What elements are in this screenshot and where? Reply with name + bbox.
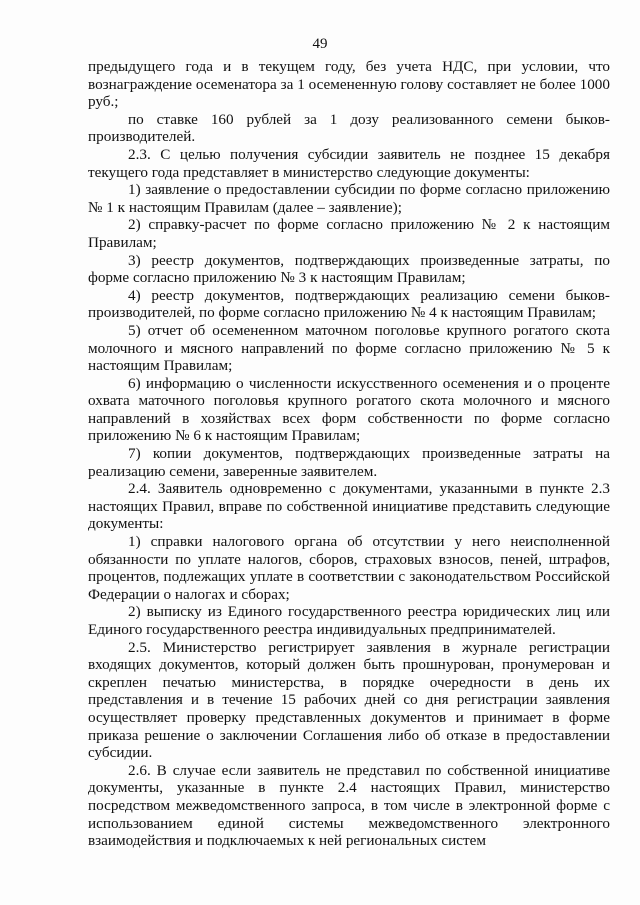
paragraph: 4) реестр документов, подтверждающих реализацию семени быков-производителей, по форме согласно приложению № 4 к настоящим Правилам; (88, 286, 610, 322)
paragraph: 2.5. Министерство регистрирует заявления в журнале регистрации входящих документов, который должен быть прошнурован, пронумерован и скреплен печатью министерства, в порядке очередности в день их представления и в течение 15 рабочих дней со дня регистрации заявления осуществляет проверку представленных документов и принимает в форме приказа решение о заключении Соглашения либо об отказе в предоставлении субсидии. (88, 638, 610, 762)
paragraph: 2.4. Заявитель одновременно с документами, указанными в пункте 2.3 настоящих Правил, вправе по собственной инициативе представить следующие документы: (88, 480, 610, 533)
paragraph: 2) выписку из Единого государственного реестра юридических лиц или Единого государственного реестра индивидуальных предпринимателей. (88, 603, 610, 638)
paragraph: 1) заявление о предоставлении субсидии по форме согласно приложению № 1 к настоящим Правилам (далее – заявление); (88, 181, 610, 216)
paragraph: 2.6. В случае если заявитель не представил по собственной инициативе документы, указанные в пункте 2.4 настоящих Правил, министерство посредством межведомственного запроса, в том числе в электронной форме с использованием единой системы межведомственного электронного взаимодействия и подключаемых к ней региональных систем (88, 761, 610, 850)
paragraph: 1) справки налогового органа об отсутствии у него неисполненной обязанности по уплате налогов, сборов, страховых взносов, пеней, штрафов, процентов, подлежащих уплате в соответствии с законодательством Российской Федерации о налогах и сборах; (88, 533, 610, 603)
document-body (88, 58, 610, 850)
paragraph: по ставке 160 рублей за 1 дозу реализованного семени быков-производителей. (88, 110, 610, 146)
paragraph: 2.3. С целью получения субсидии заявитель не позднее 15 декабря текущего года представляет в министерство следующие документы: (88, 145, 610, 181)
paragraph: 5) отчет об осемененном маточном поголовье крупного рогатого скота молочного и мясного направлений по форме согласно приложению № 5 к настоящим Правилам; (88, 321, 610, 375)
paragraph: 6) информацию о численности искусственного осеменения и о проценте охвата маточного поголовья крупного рогатого скота молочного и мясного направлений в хозяйствах всех форм собственности по форме согласно приложению № 6 к настоящим Правилам; (88, 374, 610, 445)
paragraph: 2) справку-расчет по форме согласно приложению № 2 к настоящим Правилам; (88, 216, 610, 251)
paragraph: 3) реестр документов, подтверждающих произведенные затраты, по форме согласно приложению № 3 к настоящим Правилам; (88, 251, 610, 287)
paragraph: предыдущего года и в текущем году, без учета НДС, при условии, что вознаграждение осеменатора за 1 осемененную голову составляет не более 1000 руб.; (88, 58, 610, 111)
paragraph: 7) копии документов, подтверждающих произведенные затраты на реализацию семени, заверенные заявителем. (88, 445, 610, 480)
page-number: 49 (312, 36, 328, 52)
